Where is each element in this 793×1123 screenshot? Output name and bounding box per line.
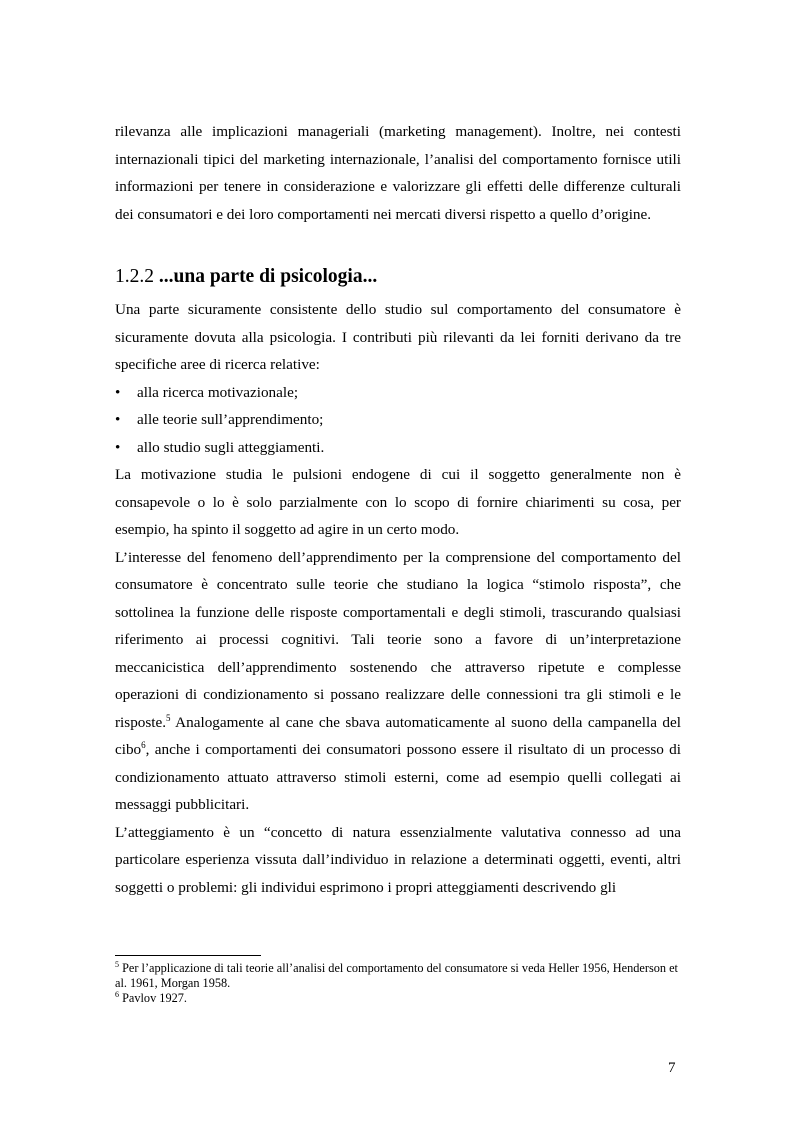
footnote-divider: [115, 955, 261, 956]
apprendimento-text-2: Analogamente al cane che sbava automaticamente al suono della campanella del cibo: [115, 713, 681, 758]
bullet-icon: •: [115, 438, 121, 456]
bullet-icon: •: [115, 383, 121, 401]
footnote-mark: 6: [115, 989, 119, 999]
footnote-text: Pavlov 1927.: [119, 991, 187, 1005]
paragraph-apprendimento: [115, 544, 681, 819]
apprendimento-text-1: L’interesse del fenomeno dell’apprendimento per la comprensione del comportamento del consumatore è concentrato sulle teorie che studiano la logica “stimolo risposta”, che sottolinea la funzione delle risposte comportamentali e degli stimoli, trascurando qualsiasi riferimento ai processi cognitivi. Tali teorie sono a favore di un’interpretazione meccanicistica dell’apprendimento sostenendo che attraverso ripetute e complesse operazioni di condizionamento si possano realizzare delle connessioni tra gli stimoli e le risposte.: [115, 548, 681, 731]
page-body: [115, 118, 681, 901]
list-item-text: alla ricerca motivazionale;: [137, 383, 299, 401]
footnote-ref-6[interactable]: 6: [141, 739, 146, 750]
list-item-text: alle teorie sull’apprendimento;: [137, 411, 324, 428]
intro-paragraph: rilevanza alle implicazioni manageriali (marketing management). Inoltre, nei contesti internazionali tipici del marketing internazionale, l’analisi del comportamento fornisce utili informazioni per tenere in considerazione e valorizzare gli effetti delle differenze culturali dei consumatori e dei loro comportamenti nei mercati diversi rispetto a quello d’origine.: [115, 123, 681, 223]
list-item-text: allo studio sugli atteggiamenti.: [137, 438, 325, 456]
page-number: 7: [668, 1060, 676, 1076]
section-title: ...una parte di psicologia...: [158, 266, 378, 287]
paragraph-atteggiamento: L’atteggiamento è un “concetto di natura essenzialmente valutativa connesso ad una particolare esperienza vissuta dall’individuo in relazione a determinati oggetti, eventi, altri soggetti o problemi: gli individui esprimono i propri atteggiamenti descrivendo gli: [115, 823, 681, 896]
list-item: [115, 434, 681, 462]
apprendimento-text-3: , anche i comportamenti dei consumatori possono essere il risultato di un processo di condizionamento attuato attraverso stimoli esterni, come ad esempio quelli collegati ai messaggi pubblicitari.: [115, 741, 681, 813]
bullet-icon: •: [115, 411, 121, 428]
research-areas-list: [115, 379, 681, 462]
footnote-text: Per l’applicazione di tali teorie all’analisi del comportamento del consumatore si veda Heller 1956, Henderson et al. 1961, Morgan 1958.: [115, 961, 678, 990]
list-item: [115, 406, 681, 434]
footnote-5: [115, 961, 681, 991]
section-number: 1.2.2: [115, 266, 154, 287]
footnotes: [115, 961, 681, 1006]
paragraph-motivazione: La motivazione studia le pulsioni endogene di cui il soggetto generalmente non è consapevole o lo è solo parzialmente con lo scopo di fornire chiarimenti su cosa, per esempio, ha spinto il soggetto ad agire in un certo modo.: [115, 466, 681, 538]
paragraph-psicologia: Una parte sicuramente consistente dello studio sul comportamento del consumatore è sicuramente dovuta alla psicologia. I contributi più rilevanti da lei forniti derivano da tre specifiche aree di ricerca relative:: [115, 301, 681, 373]
footnote-6: [115, 991, 681, 1006]
section-heading: [115, 263, 681, 291]
list-item: [115, 379, 681, 407]
footnote-mark: 5: [115, 959, 119, 969]
footnote-ref-5[interactable]: 5: [166, 712, 171, 723]
